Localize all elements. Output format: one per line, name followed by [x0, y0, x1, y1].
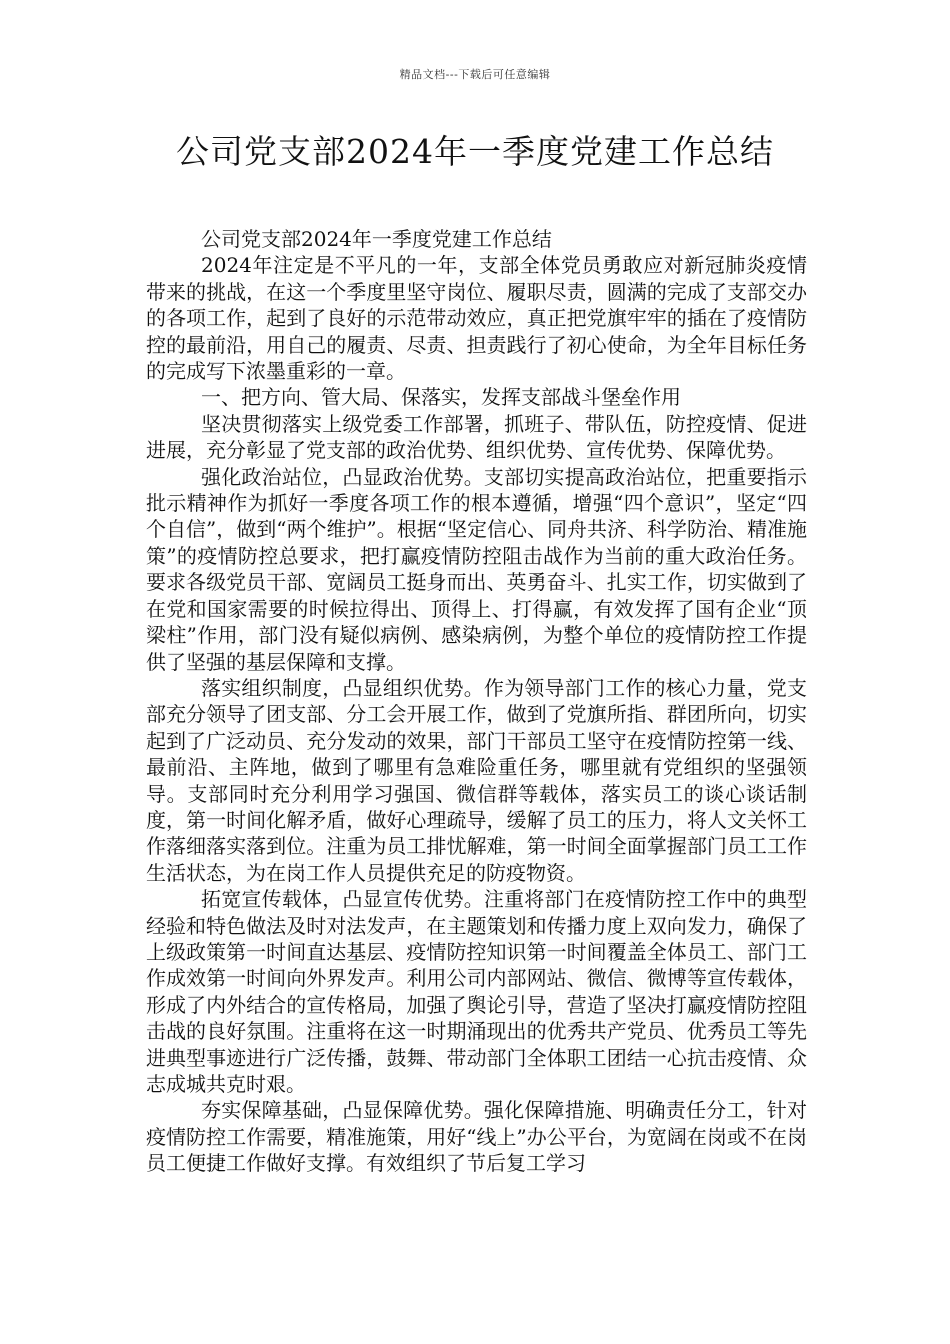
- document-body: [146, 226, 807, 1177]
- body-paragraph: 夯实保障基础，凸显保障优势。强化保障措施、明确责任分工，针对疫情防控工作需要，精准施策，用好“线上”办公平台，为宽阔在岗或不在岗员工便捷工作做好支撑。有效组织了节后复工学习: [146, 1098, 807, 1176]
- body-paragraph: 落实组织制度，凸显组织优势。作为领导部门工作的核心力量，党支部充分领导了团支部、分工会开展工作，做到了党旗所指、群团所向，切实起到了广泛动员、充分发动的效果，部门干部员工坚守在疫情防控第一线、最前沿、主阵地，做到了哪里有急难险重任务，哪里就有党组织的坚强领导。支部同时充分利用学习强国、微信群等载体，落实员工的谈心谈话制度，第一时间化解矛盾，做好心理疏导，缓解了员工的压力，将人文关怀工作落细落实落到位。注重为员工排忧解难，第一时间全面掌握部门员工工作生活状态，为在岗工作人员提供充足的防疫物资。: [146, 675, 807, 885]
- body-paragraph-subtitle: 公司党支部2024年一季度党建工作总结: [201, 227, 552, 251]
- body-paragraph: 拓宽宣传载体，凸显宣传优势。注重将部门在疫情防控工作中的典型经验和特色做法及时对法发声，在主题策划和传播力度上双向发力，确保了上级政策第一时间直达基层、疫情防控知识第一时间覆盖全体员工、部门工作成效第一时间向外界发声。利用公司内部网站、微信、微博等宣传载体，形成了内外结合的宣传格局，加强了舆论引导，营造了坚决打赢疫情防控阻击战的良好氛围。注重将在这一时期涌现出的优秀共产党员、优秀员工等先进典型事迹进行广泛传播，鼓舞、带动部门全体职工团结一心抗击疫情、众志成城共克时艰。: [146, 887, 807, 1096]
- body-paragraph: 2024年注定是不平凡的一年，支部全体党员勇敢应对新冠肺炎疫情带来的挑战，在这一个季度里坚守岗位、履职尽责，圆满的完成了支部交办的各项工作，起到了良好的示范带动效应，真正把党旗牢牢的插在了疫情防控的最前沿，用自己的履责、尽责、担责践行了初心使命，为全年目标任务的完成写下浓墨重彩的一章。: [146, 253, 807, 384]
- body-paragraph: 强化政治站位，凸显政治优势。支部切实提高政治站位，把重要指示批示精神作为抓好一季度各项工作的根本遵循，增强“四个意识”，坚定“四个自信”，做到“两个维护”。根据“坚定信心、同舟共济、科学防治、精准施策”的疫情防控总要求，把打赢疫情防控阻击战作为当前的重大政治任务。要求各级党员干部、宽阔员工挺身而出、英勇奋斗、扎实工作，切实做到了在党和国家需要的时候拉得出、顶得上、打得赢，有效发挥了国有企业“顶梁柱”作用，部门没有疑似病例、感染病例，为整个单位的疫情防控工作提供了坚强的基层保障和支撑。: [146, 464, 807, 674]
- body-paragraph: 坚决贯彻落实上级党委工作部署，抓班子、带队伍，防控疫情、促进进展，充分彰显了党支部的政治优势、组织优势、宣传优势、保障优势。: [146, 411, 807, 463]
- header-note: 精品文档---下载后可任意编辑: [399, 68, 551, 81]
- document-title: 公司党支部2024年一季度党建工作总结: [176, 132, 774, 171]
- section-heading: 一、把方向、管大局、保落实，发挥支部战斗堡垒作用: [201, 385, 681, 410]
